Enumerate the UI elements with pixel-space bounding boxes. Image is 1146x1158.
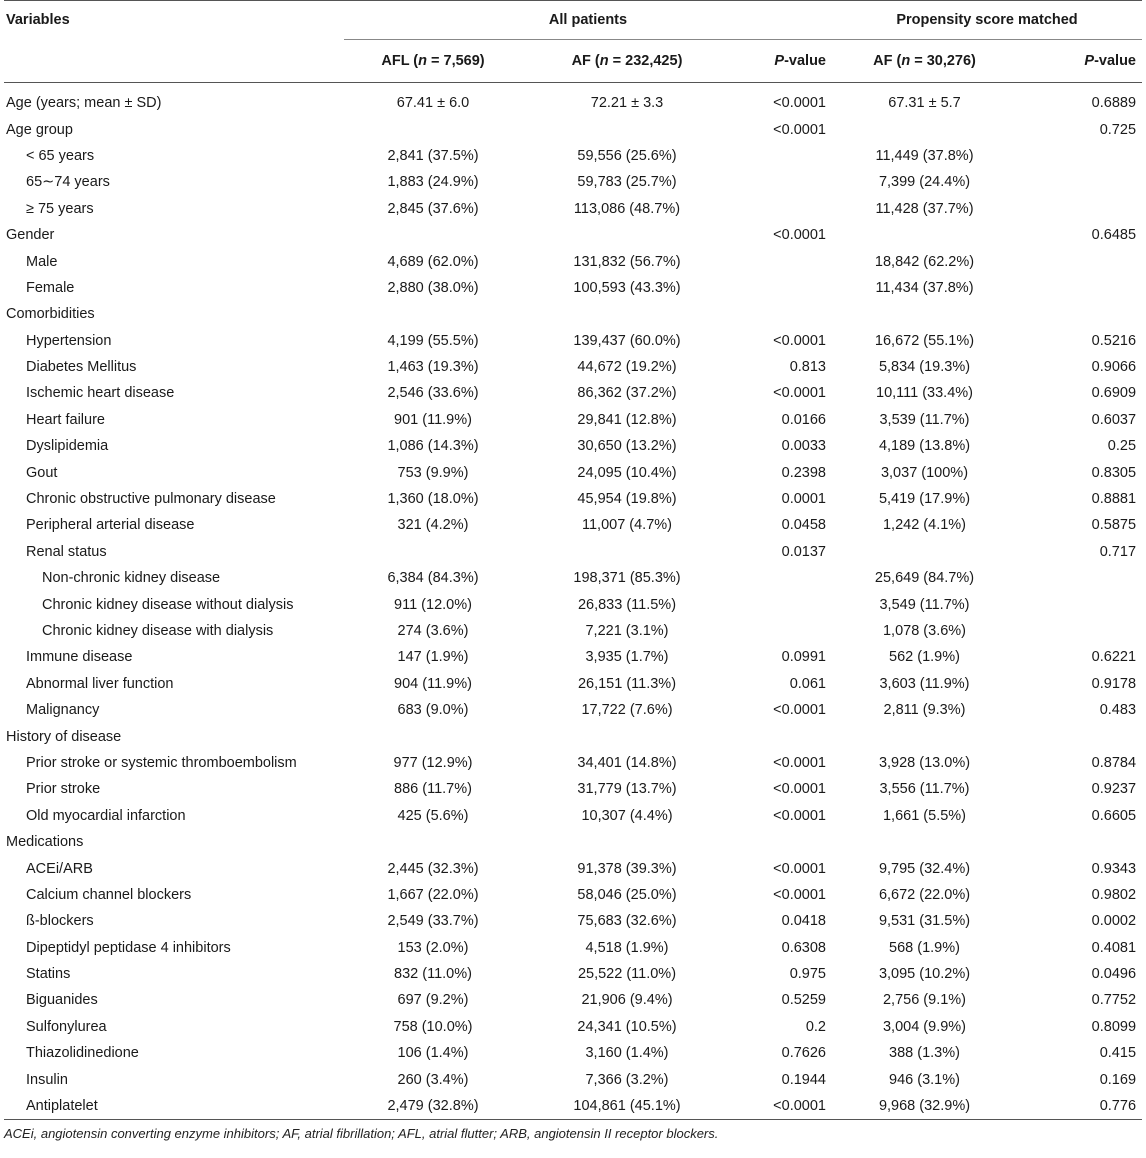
psm-p-value-cell: 0.415 <box>1099 1045 1137 1062</box>
variable-label: Insulin <box>26 1071 68 1088</box>
psm-p-value-cell: 0.776 <box>1017 1093 1142 1120</box>
p-value-cell: <0.0001 <box>773 860 826 877</box>
af-cell: 24,095 (10.4%) <box>577 464 677 481</box>
table-row <box>4 829 1142 855</box>
p-value-cell: <0.0001 <box>732 1093 832 1120</box>
variable-label: Hypertension <box>26 332 112 349</box>
psm-p-value-cell: 0.9066 <box>1091 359 1137 376</box>
variable-label: Calcium channel blockers <box>26 886 192 903</box>
psm-p-value-cell <box>1017 143 1142 169</box>
header-row-columns <box>4 40 1142 83</box>
psm-p-value-cell: 0.6889 <box>1091 95 1137 112</box>
table-row <box>4 433 1142 459</box>
psm-af-cell: 388 (1.3%) <box>889 1045 960 1062</box>
afl-cell: 683 (9.0%) <box>397 702 469 719</box>
p-value-cell: <0.0001 <box>773 95 826 112</box>
psm-header: Propensity score matched <box>832 1 1142 40</box>
psm-p-value-cell <box>1017 723 1142 749</box>
p-value-cell: 0.0458 <box>781 517 826 534</box>
variable-label: Gender <box>6 227 55 244</box>
table-row <box>4 671 1142 697</box>
afl-cell: 2,845 (37.6%) <box>387 200 479 217</box>
psm-af-cell <box>832 723 1017 749</box>
af-cell: 17,722 (7.6%) <box>581 702 673 719</box>
p-value-cell <box>732 565 832 591</box>
table-row <box>4 803 1142 829</box>
p-value-cell: 0.813 <box>789 359 826 376</box>
psm-af-cell: 568 (1.9%) <box>889 939 960 956</box>
table-row <box>4 1066 1142 1092</box>
psm-p-value-column-header: P-value <box>1017 40 1142 83</box>
table-row <box>4 565 1142 591</box>
afl-cell <box>344 723 522 749</box>
psm-p-value-cell: 0.6037 <box>1091 411 1137 428</box>
all-patients-header: All patients <box>344 1 832 40</box>
afl-cell: 832 (11.0%) <box>394 966 472 983</box>
p-value-cell: <0.0001 <box>773 807 826 824</box>
p-value-cell: <0.0001 <box>773 781 826 798</box>
af-cell: 58,046 (25.0%) <box>577 886 677 903</box>
psm-p-value-cell: 0.9178 <box>1091 675 1137 692</box>
psm-af-cell <box>832 539 1017 565</box>
p-value-cell: <0.0001 <box>773 332 826 349</box>
variable-label: Age (years; mean ± SD) <box>6 95 162 112</box>
table-row <box>4 1040 1142 1066</box>
p-value-cell <box>732 196 832 222</box>
baseline-characteristics-table <box>4 0 1142 1120</box>
afl-cell: 2,841 (37.5%) <box>387 147 479 164</box>
afl-cell <box>344 829 522 855</box>
af-cell: 59,556 (25.6%) <box>577 147 677 164</box>
table-row <box>4 90 1142 116</box>
variable-label: < 65 years <box>26 147 95 164</box>
table-row <box>4 328 1142 354</box>
psm-p-value-cell: 0.6485 <box>1091 227 1137 244</box>
afl-cell <box>344 222 522 248</box>
p-value-cell <box>732 618 832 644</box>
af-cell <box>522 222 732 248</box>
psm-p-value-cell: 0.25 <box>1107 438 1137 455</box>
variable-label: Medications <box>6 834 84 851</box>
af-cell: 11,007 (4.7%) <box>581 517 672 534</box>
psm-af-cell: 11,449 (37.8%) <box>875 147 974 164</box>
afl-cell: 758 (10.0%) <box>393 1018 473 1035</box>
table-body <box>4 83 1142 1120</box>
psm-af-cell: 5,834 (19.3%) <box>878 359 971 376</box>
psm-p-value-cell <box>1017 829 1142 855</box>
af-cell: 75,683 (32.6%) <box>577 913 677 930</box>
afl-cell <box>344 539 522 565</box>
psm-p-value-cell: 0.6605 <box>1091 807 1137 824</box>
psm-af-cell: 2,756 (9.1%) <box>882 992 967 1009</box>
psm-af-cell <box>832 829 1017 855</box>
afl-cell: 2,479 (32.8%) <box>344 1093 522 1120</box>
afl-cell: 911 (12.0%) <box>394 596 472 613</box>
psm-af-cell: 3,928 (13.0%) <box>878 754 971 771</box>
af-cell: 31,779 (13.7%) <box>577 781 677 798</box>
afl-cell <box>344 116 522 142</box>
table-row <box>4 591 1142 617</box>
psm-af-cell: 4,189 (13.8%) <box>878 438 971 455</box>
psm-p-value-cell: 0.8099 <box>1091 1018 1137 1035</box>
af-cell: 59,783 (25.7%) <box>577 174 677 191</box>
variable-label: 65∼74 years <box>26 174 110 191</box>
psm-af-cell: 16,672 (55.1%) <box>874 332 975 349</box>
psm-af-cell: 3,539 (11.7%) <box>879 411 970 428</box>
blank-header-cell <box>4 40 344 83</box>
af-cell <box>522 723 732 749</box>
psm-af-cell: 25,649 (84.7%) <box>874 570 975 587</box>
table-row <box>4 380 1142 406</box>
table-row <box>4 539 1142 565</box>
psm-af-cell: 3,549 (11.7%) <box>879 596 970 613</box>
variable-label: Ischemic heart disease <box>26 385 175 402</box>
table-row <box>4 908 1142 934</box>
p-value-cell: 0.0991 <box>781 649 826 666</box>
p-value-cell: 0.7626 <box>781 1045 826 1062</box>
afl-cell: 6,384 (84.3%) <box>387 570 479 587</box>
af-cell: 86,362 (37.2%) <box>577 385 677 402</box>
psm-p-value-cell: 0.9343 <box>1091 860 1137 877</box>
p-value-column-header: P-value <box>732 40 832 83</box>
afl-cell: 977 (12.9%) <box>393 754 473 771</box>
afl-cell: 321 (4.2%) <box>397 517 469 534</box>
afl-cell: 753 (9.9%) <box>397 464 469 481</box>
table-row <box>4 882 1142 908</box>
psm-p-value-cell <box>1017 169 1142 195</box>
variable-label: Thiazolidinedione <box>26 1045 139 1062</box>
psm-p-value-cell: 0.0496 <box>1091 966 1137 983</box>
variable-label: Heart failure <box>26 411 105 428</box>
psm-af-cell: 9,795 (32.4%) <box>878 860 971 877</box>
psm-p-value-cell: 0.5875 <box>1091 517 1137 534</box>
af-cell: 10,307 (4.4%) <box>581 807 673 824</box>
table-row <box>4 644 1142 670</box>
psm-af-cell: 67.31 ± 5.7 <box>888 95 961 112</box>
af-cell: 34,401 (14.8%) <box>577 754 677 771</box>
psm-af-cell: 10,111 (33.4%) <box>876 385 973 402</box>
af-cell: 26,833 (11.5%) <box>577 596 677 613</box>
p-value-cell: 0.2398 <box>781 464 826 481</box>
afl-cell: 901 (11.9%) <box>394 411 472 428</box>
psm-p-value-cell: 0.483 <box>1099 702 1137 719</box>
psm-p-value-cell: 0.0002 <box>1091 913 1137 930</box>
variable-label: Prior stroke <box>26 781 101 798</box>
psm-p-value-cell: 0.169 <box>1099 1071 1137 1088</box>
p-value-cell: 0.975 <box>789 966 826 983</box>
variable-label: Female <box>26 279 75 296</box>
table-row <box>4 750 1142 776</box>
afl-cell: 1,883 (24.9%) <box>387 174 479 191</box>
psm-af-cell <box>832 222 1017 248</box>
afl-cell: 425 (5.6%) <box>397 807 469 824</box>
table-row <box>4 354 1142 380</box>
afl-cell: 2,445 (32.3%) <box>387 860 479 877</box>
p-value-cell <box>732 829 832 855</box>
variable-label: Renal status <box>26 543 107 560</box>
variables-header: Variables <box>6 12 70 29</box>
psm-p-value-cell: 0.717 <box>1099 543 1137 560</box>
psm-p-value-cell: 0.4081 <box>1091 939 1137 956</box>
variable-label: Sulfonylurea <box>26 1018 107 1035</box>
af-cell: 139,437 (60.0%) <box>573 332 681 349</box>
p-value-cell <box>732 301 832 327</box>
psm-p-value-cell <box>1017 196 1142 222</box>
variable-label: ≥ 75 years <box>26 200 94 217</box>
table-row <box>4 486 1142 512</box>
table-row <box>4 723 1142 749</box>
afl-cell: 4,199 (55.5%) <box>387 332 479 349</box>
p-value-cell: 0.0418 <box>781 913 826 930</box>
table-row <box>4 776 1142 802</box>
variable-label: Immune disease <box>26 649 133 666</box>
af-cell: 30,650 (13.2%) <box>577 438 677 455</box>
afl-cell: 1,667 (22.0%) <box>387 886 479 903</box>
variable-label: Malignancy <box>26 702 100 719</box>
p-value-cell <box>732 275 832 301</box>
af-cell: 7,366 (3.2%) <box>585 1071 669 1088</box>
psm-af-cell <box>832 116 1017 142</box>
psm-af-cell: 6,672 (22.0%) <box>878 886 971 903</box>
variable-label: Old myocardial infarction <box>26 807 186 824</box>
af-cell: 26,151 (11.3%) <box>577 675 677 692</box>
afl-cell: 274 (3.6%) <box>397 623 469 639</box>
psm-af-cell: 18,842 (62.2%) <box>874 253 975 270</box>
psm-af-cell: 1,242 (4.1%) <box>882 517 967 534</box>
psm-p-value-cell: 0.8305 <box>1091 464 1137 481</box>
af-cell: 25,522 (11.0%) <box>577 966 677 983</box>
af-cell: 29,841 (12.8%) <box>577 411 677 428</box>
af-cell: 198,371 (85.3%) <box>573 570 681 587</box>
psm-af-cell: 5,419 (17.9%) <box>878 491 971 508</box>
table-row <box>4 116 1142 142</box>
p-value-cell: <0.0001 <box>773 227 826 244</box>
afl-cell: 106 (1.4%) <box>397 1045 469 1062</box>
af-cell: 131,832 (56.7%) <box>573 253 681 270</box>
p-value-cell <box>732 248 832 274</box>
variable-label: ACEi/ARB <box>26 860 93 877</box>
table-row <box>4 196 1142 222</box>
variable-label: Male <box>26 253 58 270</box>
psm-af-cell: 1,661 (5.5%) <box>882 807 967 824</box>
psm-p-value-cell <box>1017 248 1142 274</box>
psm-p-value-cell: 0.9802 <box>1091 886 1137 903</box>
af-cell: 24,341 (10.5%) <box>577 1018 677 1035</box>
af-cell <box>522 301 732 327</box>
variable-label: Gout <box>26 464 58 481</box>
af-cell: 3,935 (1.7%) <box>585 649 669 666</box>
variable-label: Comorbidities <box>6 306 95 323</box>
p-value-cell <box>732 143 832 169</box>
psm-af-cell: 3,603 (11.9%) <box>879 675 970 692</box>
afl-cell: 1,086 (14.3%) <box>387 438 479 455</box>
table-row <box>4 169 1142 195</box>
afl-cell: 153 (2.0%) <box>397 939 469 956</box>
afl-cell: 67.41 ± 6.0 <box>396 95 470 112</box>
table-row <box>4 275 1142 301</box>
afl-cell: 2,880 (38.0%) <box>387 279 479 296</box>
variable-label: History of disease <box>6 728 122 745</box>
afl-cell: 1,463 (19.3%) <box>387 359 479 376</box>
psm-af-cell: 7,399 (24.4%) <box>878 174 971 191</box>
p-value-cell: 0.0033 <box>781 438 826 455</box>
psm-af-cell <box>832 301 1017 327</box>
p-value-cell <box>732 591 832 617</box>
psm-af-cell: 3,095 (10.2%) <box>878 966 971 983</box>
table-row <box>4 143 1142 169</box>
psm-af-cell: 3,556 (11.7%) <box>879 781 970 798</box>
variable-label: Age group <box>6 121 73 138</box>
p-value-cell: <0.0001 <box>773 754 826 771</box>
af-cell: 4,518 (1.9%) <box>585 939 669 956</box>
psm-af-cell: 11,434 (37.8%) <box>875 279 974 296</box>
variable-label: Chronic kidney disease with dialysis <box>42 623 274 639</box>
p-value-cell: <0.0001 <box>773 886 826 903</box>
af-cell <box>522 829 732 855</box>
variable-label: Peripheral arterial disease <box>26 517 195 534</box>
table-row <box>4 512 1142 538</box>
psm-af-cell: 3,037 (100%) <box>880 464 969 481</box>
psm-af-cell: 562 (1.9%) <box>889 649 960 666</box>
afl-cell: 2,546 (33.6%) <box>387 385 479 402</box>
p-value-cell: <0.0001 <box>773 385 826 402</box>
afl-cell: 2,549 (33.7%) <box>387 913 479 930</box>
psm-p-value-cell <box>1017 565 1142 591</box>
table-row <box>4 301 1142 327</box>
af-cell: 21,906 (9.4%) <box>581 992 673 1009</box>
p-value-cell: <0.0001 <box>773 121 826 138</box>
psm-af-cell: 1,078 (3.6%) <box>882 623 967 639</box>
variable-label: ß-blockers <box>26 913 94 930</box>
p-value-cell <box>732 723 832 749</box>
afl-cell: 697 (9.2%) <box>397 992 469 1009</box>
p-value-cell <box>732 169 832 195</box>
p-value-cell: 0.6308 <box>781 939 826 956</box>
af-cell: 72.21 ± 3.3 <box>590 95 664 112</box>
af-cell: 45,954 (19.8%) <box>577 491 677 508</box>
variable-label: Non-chronic kidney disease <box>42 570 221 587</box>
table-row <box>4 855 1142 881</box>
psm-p-value-cell <box>1017 301 1142 327</box>
table-row <box>4 935 1142 961</box>
afl-cell: 1,360 (18.0%) <box>387 491 479 508</box>
psm-p-value-cell <box>1017 591 1142 617</box>
table-row <box>4 459 1142 485</box>
af-cell <box>522 116 732 142</box>
table-row <box>4 697 1142 723</box>
variable-label: Biguanides <box>26 992 98 1009</box>
psm-af-cell: 3,004 (9.9%) <box>882 1018 967 1035</box>
af-column-header: AF (n = 232,425) <box>522 40 732 83</box>
psm-af-cell: 9,531 (31.5%) <box>878 913 971 930</box>
af-cell <box>522 539 732 565</box>
footnote: ACEi, angiotensin converting enzyme inhibitors; AF, atrial fibrillation; AFL, atrial flutter; ARB, angiotensin II receptor blockers. <box>4 1126 719 1142</box>
af-cell: 3,160 (1.4%) <box>585 1045 669 1062</box>
psm-af-column-header: AF (n = 30,276) <box>832 40 1017 83</box>
psm-p-value-cell: 0.9237 <box>1091 781 1137 798</box>
afl-cell: 904 (11.9%) <box>394 675 472 692</box>
header-row-groups <box>4 1 1142 40</box>
table-row <box>4 248 1142 274</box>
p-value-cell: 0.2 <box>805 1018 826 1035</box>
table-row <box>4 961 1142 987</box>
table-row <box>4 618 1142 644</box>
variable-label: Antiplatelet <box>4 1093 344 1120</box>
variable-label: Chronic obstructive pulmonary disease <box>26 491 276 508</box>
p-value-cell: 0.0137 <box>781 543 826 560</box>
af-cell: 44,672 (19.2%) <box>577 359 677 376</box>
afl-cell: 886 (11.7%) <box>394 781 472 798</box>
afl-cell <box>344 301 522 327</box>
psm-p-value-cell: 0.6221 <box>1091 649 1137 666</box>
psm-p-value-cell <box>1017 275 1142 301</box>
variable-label: Chronic kidney disease without dialysis <box>42 596 294 613</box>
table-row <box>4 1093 1142 1120</box>
p-value-cell: 0.061 <box>789 675 826 692</box>
afl-cell: 260 (3.4%) <box>397 1071 469 1088</box>
af-cell: 100,593 (43.3%) <box>573 279 681 296</box>
psm-p-value-cell: 0.8881 <box>1091 491 1137 508</box>
variable-label: Dyslipidemia <box>26 438 109 455</box>
variable-label: Dipeptidyl peptidase 4 inhibitors <box>26 939 231 956</box>
psm-p-value-cell: 0.5216 <box>1091 332 1137 349</box>
p-value-cell: 0.1944 <box>781 1071 826 1088</box>
table-row <box>4 222 1142 248</box>
af-cell: 113,086 (48.7%) <box>573 200 681 217</box>
psm-p-value-cell: 0.6909 <box>1091 385 1137 402</box>
psm-af-cell: 11,428 (37.7%) <box>875 200 974 217</box>
psm-p-value-cell <box>1017 618 1142 644</box>
psm-p-value-cell: 0.7752 <box>1091 992 1137 1009</box>
table-row <box>4 1014 1142 1040</box>
variable-label: Statins <box>26 966 71 983</box>
table-row <box>4 407 1142 433</box>
psm-af-cell: 2,811 (9.3%) <box>883 702 966 719</box>
variable-label: Prior stroke or systemic thromboembolism <box>26 754 297 771</box>
psm-af-cell: 9,968 (32.9%) <box>832 1093 1017 1120</box>
af-cell: 91,378 (39.3%) <box>577 860 677 877</box>
afl-column-header: AFL (n = 7,569) <box>344 40 522 83</box>
p-value-cell: 0.0001 <box>781 491 826 508</box>
psm-p-value-cell: 0.725 <box>1099 121 1137 138</box>
psm-af-cell: 946 (3.1%) <box>889 1071 960 1088</box>
af-cell: 104,861 (45.1%) <box>522 1093 732 1120</box>
table-row <box>4 987 1142 1013</box>
variable-label: Abnormal liver function <box>26 675 174 692</box>
p-value-cell: <0.0001 <box>773 702 826 719</box>
p-value-cell: 0.0166 <box>781 411 826 428</box>
af-cell: 7,221 (3.1%) <box>585 623 669 639</box>
p-value-cell: 0.5259 <box>781 992 826 1009</box>
afl-cell: 147 (1.9%) <box>397 649 469 666</box>
afl-cell: 4,689 (62.0%) <box>387 253 479 270</box>
variable-label: Diabetes Mellitus <box>26 359 137 376</box>
psm-p-value-cell: 0.8784 <box>1091 754 1137 771</box>
